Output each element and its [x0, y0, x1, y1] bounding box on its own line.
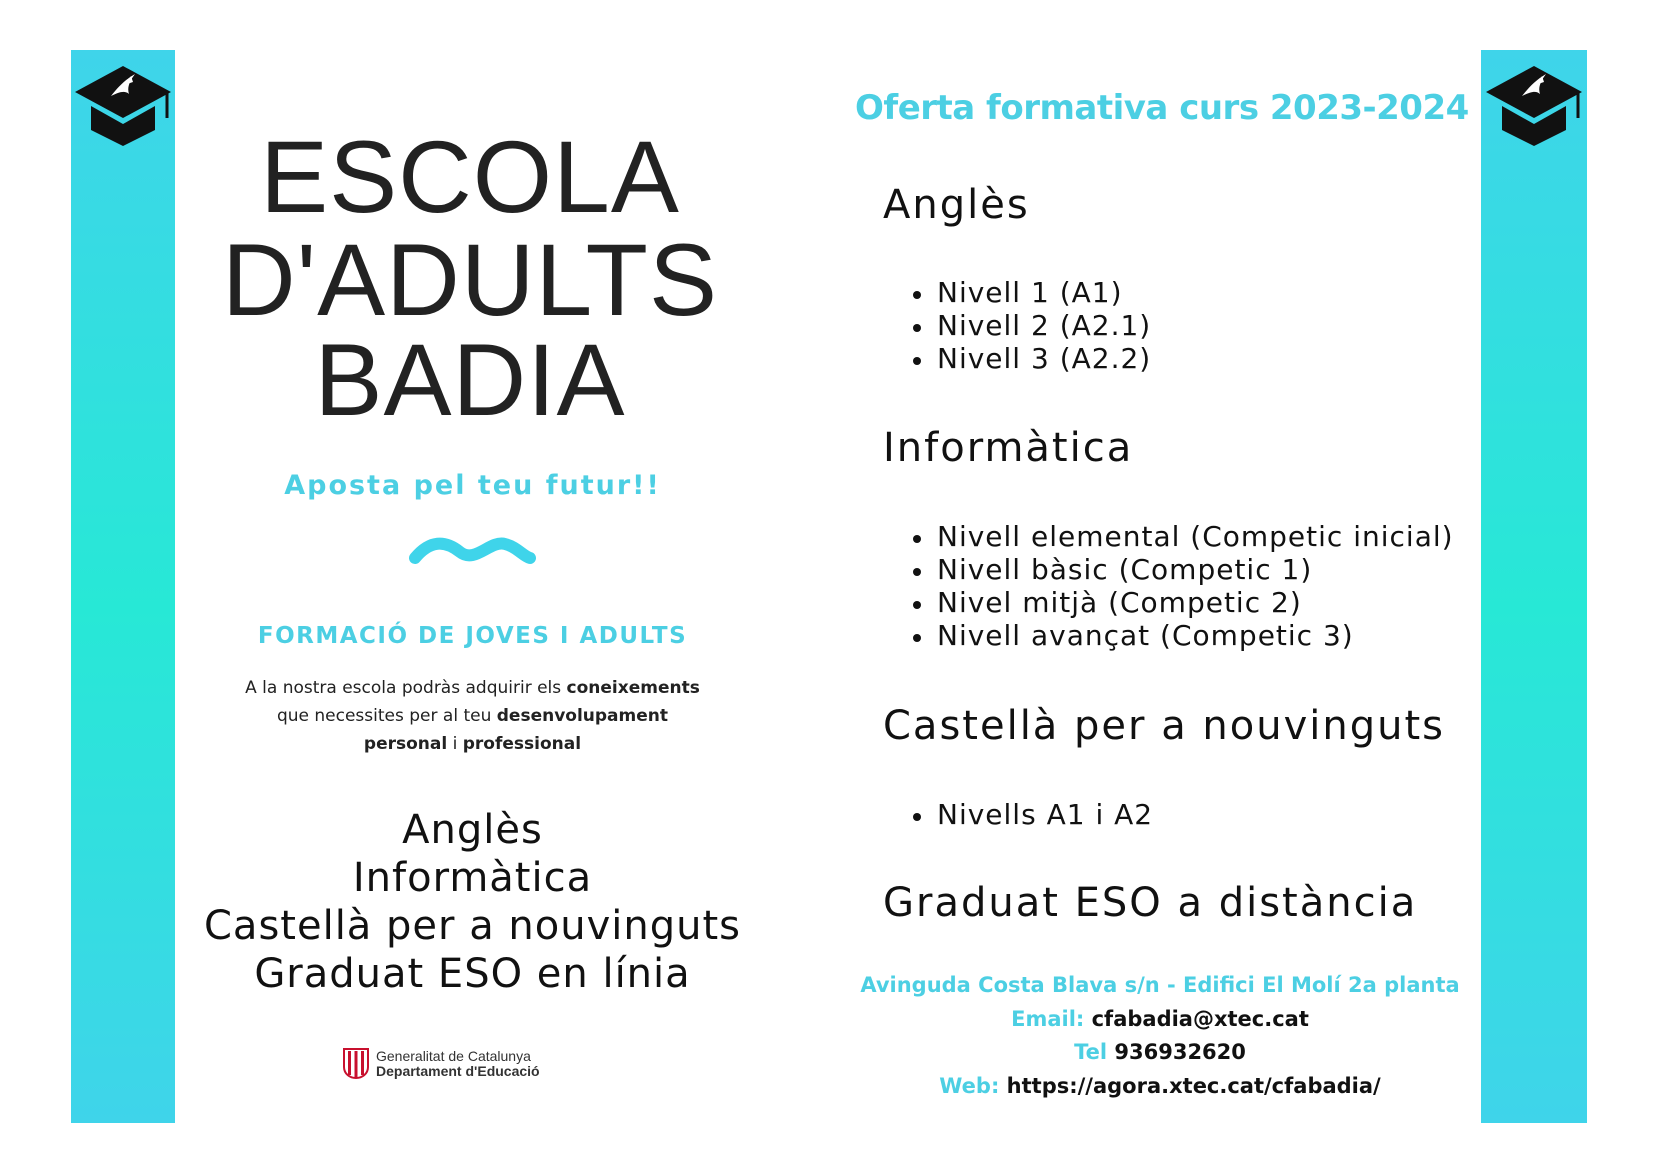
- intro-bold: personal: [363, 734, 448, 754]
- list-item: Nivell 2 (A2.1): [910, 309, 1151, 342]
- list-item: Nivell 3 (A2.2): [910, 342, 1151, 375]
- angles-levels-list: [910, 276, 1151, 375]
- wave-divider-icon: [405, 530, 540, 570]
- section-subtitle: FORMACIÓ DE JOVES I ADULTS: [257, 623, 688, 649]
- list-item: Nivells A1 i A2: [910, 798, 1153, 831]
- list-item: Nivell elemental (Competic inicial): [910, 520, 1454, 553]
- section-title-castella: Castellà per a nouvinguts: [883, 703, 1445, 749]
- contact-email: [840, 1007, 1480, 1031]
- castella-levels-list: [910, 798, 1153, 831]
- contact-web: [840, 1074, 1480, 1098]
- course-summary-item: Graduat ESO en línia: [254, 951, 691, 997]
- graduation-cap-icon: [1481, 60, 1587, 150]
- phone-label: Tel: [1074, 1040, 1108, 1064]
- address-text: Avinguda Costa Blava s/n - Edifici El Molí 2a planta: [860, 973, 1460, 997]
- course-summary-list: [140, 806, 805, 998]
- intro-line-1: [190, 674, 755, 702]
- list-item: Nivel mitjà (Competic 2): [910, 586, 1454, 619]
- course-summary-item: Castellà per a nouvinguts: [204, 903, 741, 949]
- school-title-line-2: D'ADULTS: [222, 223, 718, 337]
- school-title-line-3: BADIA: [314, 323, 626, 437]
- intro-line-2: [190, 702, 755, 730]
- intro-text: A la nostra escola podràs adquirir els: [245, 678, 567, 698]
- generalitat-seal-icon: [342, 1047, 370, 1079]
- generalitat-logo: [342, 1047, 602, 1081]
- course-summary-item: Informàtica: [352, 855, 593, 901]
- phone-number[interactable]: 936932620: [1114, 1040, 1246, 1064]
- section-title-graduat: Graduat ESO a distància: [883, 880, 1418, 926]
- intro-bold: professional: [462, 734, 582, 754]
- intro-paragraph: [190, 674, 755, 758]
- generalitat-name: Generalitat de Catalunya: [376, 1048, 531, 1064]
- school-title-line-1: ESCOLA: [260, 120, 680, 234]
- list-item: Nivell 1 (A1): [910, 276, 1151, 309]
- section-title-informatica: Informàtica: [883, 425, 1134, 471]
- web-label: Web:: [939, 1074, 1000, 1098]
- intro-bold: desenvolupament: [496, 706, 669, 726]
- intro-text: i: [447, 734, 463, 754]
- contact-phone: [840, 1040, 1480, 1064]
- intro-text: que necessites per al teu: [276, 706, 497, 726]
- department-name: Departament d'Educació: [376, 1063, 540, 1079]
- intro-bold: coneixements: [566, 678, 700, 698]
- slogan: Aposta pel teu futur!!: [284, 470, 661, 501]
- course-summary-item: Anglès: [402, 807, 543, 853]
- email-label: Email:: [1011, 1007, 1085, 1031]
- list-item: Nivell avançat (Competic 3): [910, 619, 1454, 652]
- web-link[interactable]: https://agora.xtec.cat/cfabadia/: [1006, 1074, 1381, 1098]
- right-decorative-stripe: [1481, 50, 1587, 1123]
- informatica-levels-list: [910, 520, 1454, 652]
- list-item: Nivell bàsic (Competic 1): [910, 553, 1454, 586]
- intro-line-3: [190, 730, 755, 758]
- section-title-angles: Anglès: [883, 182, 1030, 228]
- email-link[interactable]: cfabadia@xtec.cat: [1091, 1007, 1309, 1031]
- offer-title: Oferta formativa curs 2023-2024: [855, 88, 1469, 128]
- address: [840, 973, 1480, 997]
